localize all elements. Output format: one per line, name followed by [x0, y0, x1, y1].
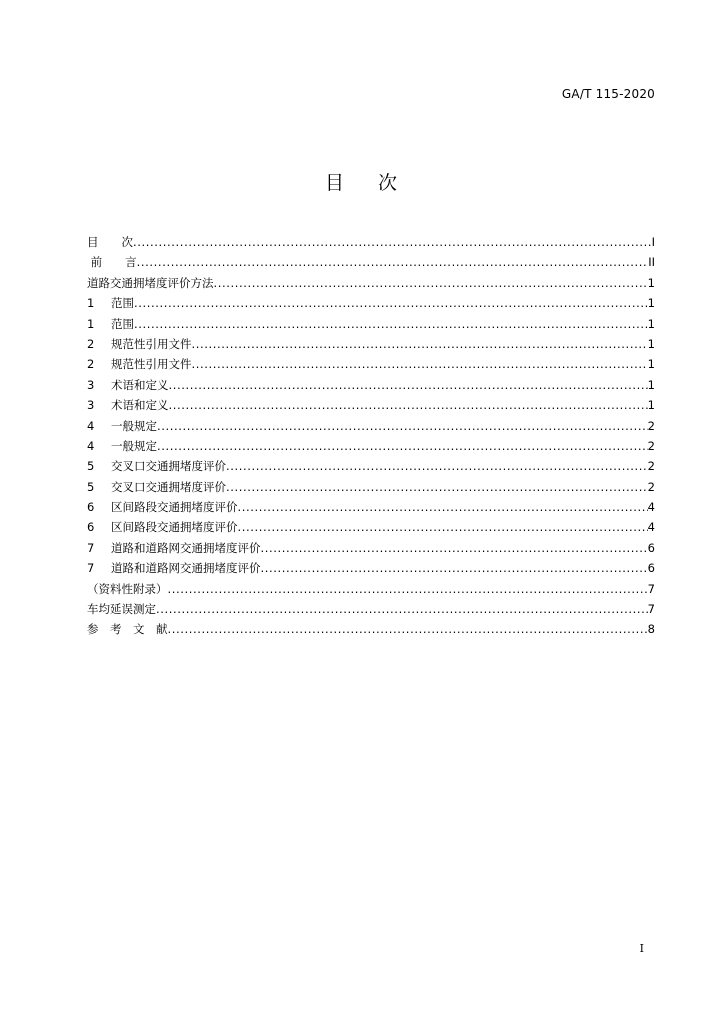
toc-leader-dots — [157, 416, 648, 436]
toc-entry-number: 3 — [87, 398, 95, 413]
toc-entry-page: 1 — [647, 398, 655, 413]
toc-entry-label: 交叉口交通拥堵度评价 — [111, 479, 226, 494]
toc-leader-dots — [157, 436, 648, 456]
toc-entry-label: 道路和道路网交通拥堵度评价 — [111, 561, 261, 576]
toc-entry[interactable] — [87, 477, 655, 497]
document-code: GA/T 115-2020 — [561, 87, 655, 101]
toc-entry-number: 6 — [87, 500, 95, 515]
toc-leader-dots — [134, 314, 648, 334]
toc-entry[interactable] — [87, 456, 655, 476]
toc-entry-page: 2 — [647, 479, 655, 494]
toc-entry-label: （资料性附录） — [87, 581, 168, 596]
toc-entry-number: 2 — [87, 336, 95, 351]
toc-leader-dots — [169, 375, 648, 395]
toc-entry-number: 2 — [87, 357, 95, 372]
toc-entry-label: 目 次 — [87, 235, 133, 249]
toc-leader-dots — [137, 252, 649, 272]
toc-leader-dots — [214, 273, 648, 293]
toc-entry-label: 术语和定义 — [111, 398, 169, 413]
toc-entry-page: 2 — [647, 438, 655, 453]
toc-leader-dots — [238, 497, 648, 517]
toc-entry-page: 4 — [647, 520, 655, 535]
toc-entry-number: 5 — [87, 479, 95, 494]
toc-title-part1: 目 — [324, 172, 346, 194]
toc-entry-label: 规范性引用文件 — [111, 357, 192, 372]
toc-entry-label: 一般规定 — [111, 438, 157, 453]
toc-entry-label: 交叉口交通拥堵度评价 — [111, 459, 226, 474]
toc-entry[interactable] — [87, 293, 655, 313]
toc-entry[interactable] — [87, 579, 655, 599]
toc-title-part2: 次 — [378, 172, 400, 194]
toc-entry-label: 规范性引用文件 — [111, 336, 192, 351]
page-number: I — [639, 942, 644, 955]
toc-leader-dots — [261, 538, 648, 558]
toc-leader-dots — [168, 619, 648, 639]
toc-entry-page: 7 — [647, 602, 655, 617]
toc-entry-number: 6 — [87, 520, 95, 535]
toc-entry[interactable] — [87, 354, 655, 374]
toc-entry[interactable] — [87, 395, 655, 415]
toc-entry-page: 2 — [647, 459, 655, 474]
toc-leader-dots — [168, 579, 648, 599]
toc-entry-number: 4 — [87, 418, 95, 433]
toc-entry-label: 范围 — [111, 296, 134, 311]
toc-entry[interactable] — [87, 497, 655, 517]
toc-entry[interactable] — [87, 314, 655, 334]
toc-entry[interactable] — [87, 252, 655, 272]
toc-entry[interactable] — [87, 436, 655, 456]
toc-entry-page: 8 — [647, 622, 655, 637]
toc-entry-number: 5 — [87, 459, 95, 474]
toc-entry-page: 6 — [647, 540, 655, 555]
toc-entry-page: 2 — [647, 418, 655, 433]
toc-entry-label: 区间路段交通拥堵度评价 — [111, 500, 238, 515]
toc-entry[interactable] — [87, 538, 655, 558]
toc-entry-label: 车均延误测定 — [87, 602, 156, 617]
toc-leader-dots — [238, 517, 648, 537]
toc-entry[interactable] — [87, 558, 655, 578]
toc-entry-label: 前 言 — [87, 255, 137, 270]
toc-entry-page: 1 — [647, 377, 655, 392]
toc-entry[interactable] — [87, 273, 655, 293]
toc-entry-page: 7 — [647, 581, 655, 596]
toc-leader-dots — [156, 599, 648, 619]
toc-entry-page: 1 — [647, 336, 655, 351]
toc-entry-number: 1 — [87, 296, 95, 311]
toc-entry-number: 7 — [87, 561, 95, 576]
toc-entry-page: 1 — [647, 296, 655, 311]
toc-entry-page: 1 — [647, 275, 655, 290]
toc-entry-page: II — [648, 255, 655, 270]
toc-entry-number: 3 — [87, 377, 95, 392]
toc-leader-dots — [133, 232, 652, 252]
toc-entry-page: I — [651, 235, 655, 249]
toc-entry-label: 术语和定义 — [111, 377, 169, 392]
toc-entry-number: 4 — [87, 438, 95, 453]
toc-entry-page: 4 — [647, 500, 655, 515]
toc-entry-number: 1 — [87, 316, 95, 331]
toc-leader-dots — [169, 395, 648, 415]
toc-entry-label: 一般规定 — [111, 418, 157, 433]
toc-entry-label: 道路交通拥堵度评价方法 — [87, 275, 214, 290]
toc-entry-page: 1 — [647, 357, 655, 372]
toc-entry[interactable] — [87, 599, 655, 619]
toc-entry-page: 1 — [647, 316, 655, 331]
toc-entry[interactable] — [87, 517, 655, 537]
toc-leader-dots — [226, 456, 648, 476]
toc-entry-label: 道路和道路网交通拥堵度评价 — [111, 540, 261, 555]
toc-entry[interactable] — [87, 375, 655, 395]
toc-entry-label: 区间路段交通拥堵度评价 — [111, 520, 238, 535]
toc-leader-dots — [192, 334, 648, 354]
toc-entry-label: 参 考 文 献 — [87, 622, 168, 637]
toc-entry-page: 6 — [647, 561, 655, 576]
toc-leader-dots — [261, 558, 648, 578]
toc-entry-number: 7 — [87, 540, 95, 555]
toc-entry[interactable] — [87, 416, 655, 436]
toc-entry[interactable] — [87, 334, 655, 354]
toc-leader-dots — [134, 293, 648, 313]
toc-entry[interactable] — [87, 619, 655, 639]
toc-entry[interactable] — [87, 232, 655, 252]
toc-leader-dots — [226, 477, 648, 497]
toc-leader-dots — [192, 354, 648, 374]
table-of-contents — [87, 232, 655, 640]
toc-entry-label: 范围 — [111, 316, 134, 331]
toc-title — [0, 168, 724, 195]
